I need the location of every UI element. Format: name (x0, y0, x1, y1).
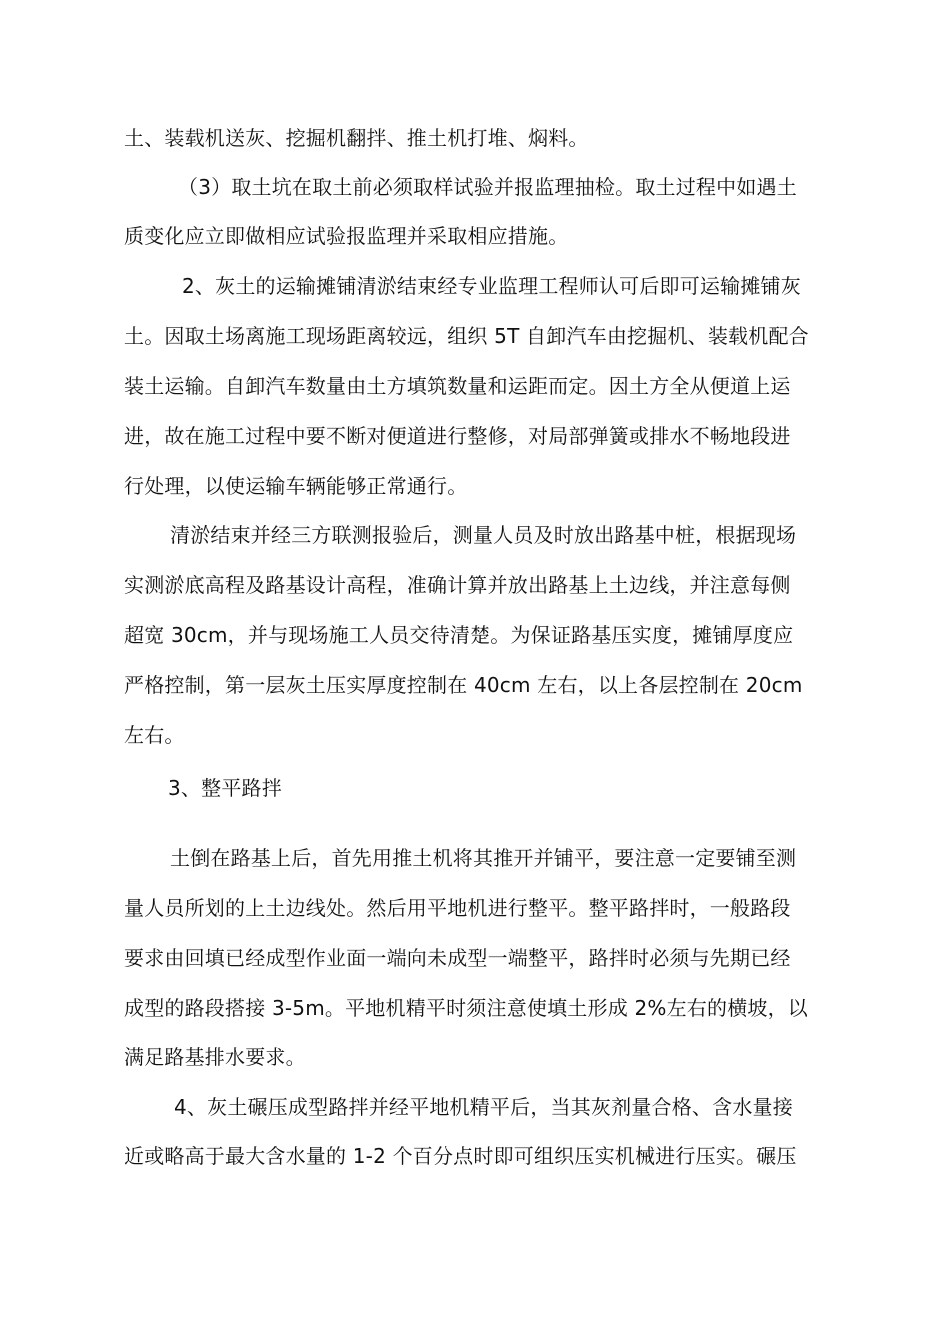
text-line: 土倒在路基上后，首先用推土机将其推开并铺平，要注意一定要铺至测 (170, 846, 797, 870)
text-line: 要求由回填已经成型作业面一端向未成型一端整平，路拌时必须与先期已经 (124, 946, 791, 970)
text-line: 左右。 (124, 723, 185, 747)
text-line: 质变化应立即做相应试验报监理并采取相应措施。 (124, 224, 569, 248)
text-line: 满足路基排水要求。 (124, 1045, 306, 1069)
text-line: 进，故在施工过程中要不断对便道进行整修，对局部弹簧或排水不畅地段进 (124, 424, 791, 448)
text-line: 实测淤底高程及路基设计高程，准确计算并放出路基上土边线，并注意每侧 (124, 573, 791, 597)
text-line: 量人员所划的上土边线处。然后用平地机进行整平。整平路拌时，一般路段 (124, 896, 791, 920)
section-heading: 3、整平路拌 (168, 776, 282, 800)
text-line: 4、灰土碾压成型路拌并经平地机精平后，当其灰剂量合格、含水量接 (174, 1095, 793, 1119)
text-line: 土。因取土场离施工现场距离较远，组织 5T 自卸汽车由挖掘机、装载机配合 (124, 324, 809, 348)
text-line: 严格控制，第一层灰土压实厚度控制在 40cm 左右，以上各层控制在 20cm (124, 673, 803, 697)
text-line: （3）取土坑在取土前必须取样试验并报监理抽检。取土过程中如遇土 (178, 175, 797, 199)
text-line: 装土运输。自卸汽车数量由土方填筑数量和运距而定。因土方全从便道上运 (124, 374, 791, 398)
text-line: 近或略高于最大含水量的 1-2 个百分点时即可组织压实机械进行压实。碾压 (124, 1144, 797, 1168)
text-line: 2、灰土的运输摊铺清淤结束经专业监理工程师认可后即可运输摊铺灰 (182, 274, 801, 298)
text-line: 超宽 30cm，并与现场施工人员交待清楚。为保证路基压实度，摊铺厚度应 (124, 623, 794, 647)
text-line: 清淤结束并经三方联测报验后，测量人员及时放出路基中桩，根据现场 (170, 523, 797, 547)
text-line: 行处理，以使运输车辆能够正常通行。 (124, 474, 468, 498)
text-line: 成型的路段搭接 3-5m。平地机精平时须注意使填土形成 2%左右的横坡，以 (124, 996, 808, 1020)
text-line: 土、装载机送灰、挖掘机翻拌、推土机打堆、焖料。 (124, 126, 589, 150)
